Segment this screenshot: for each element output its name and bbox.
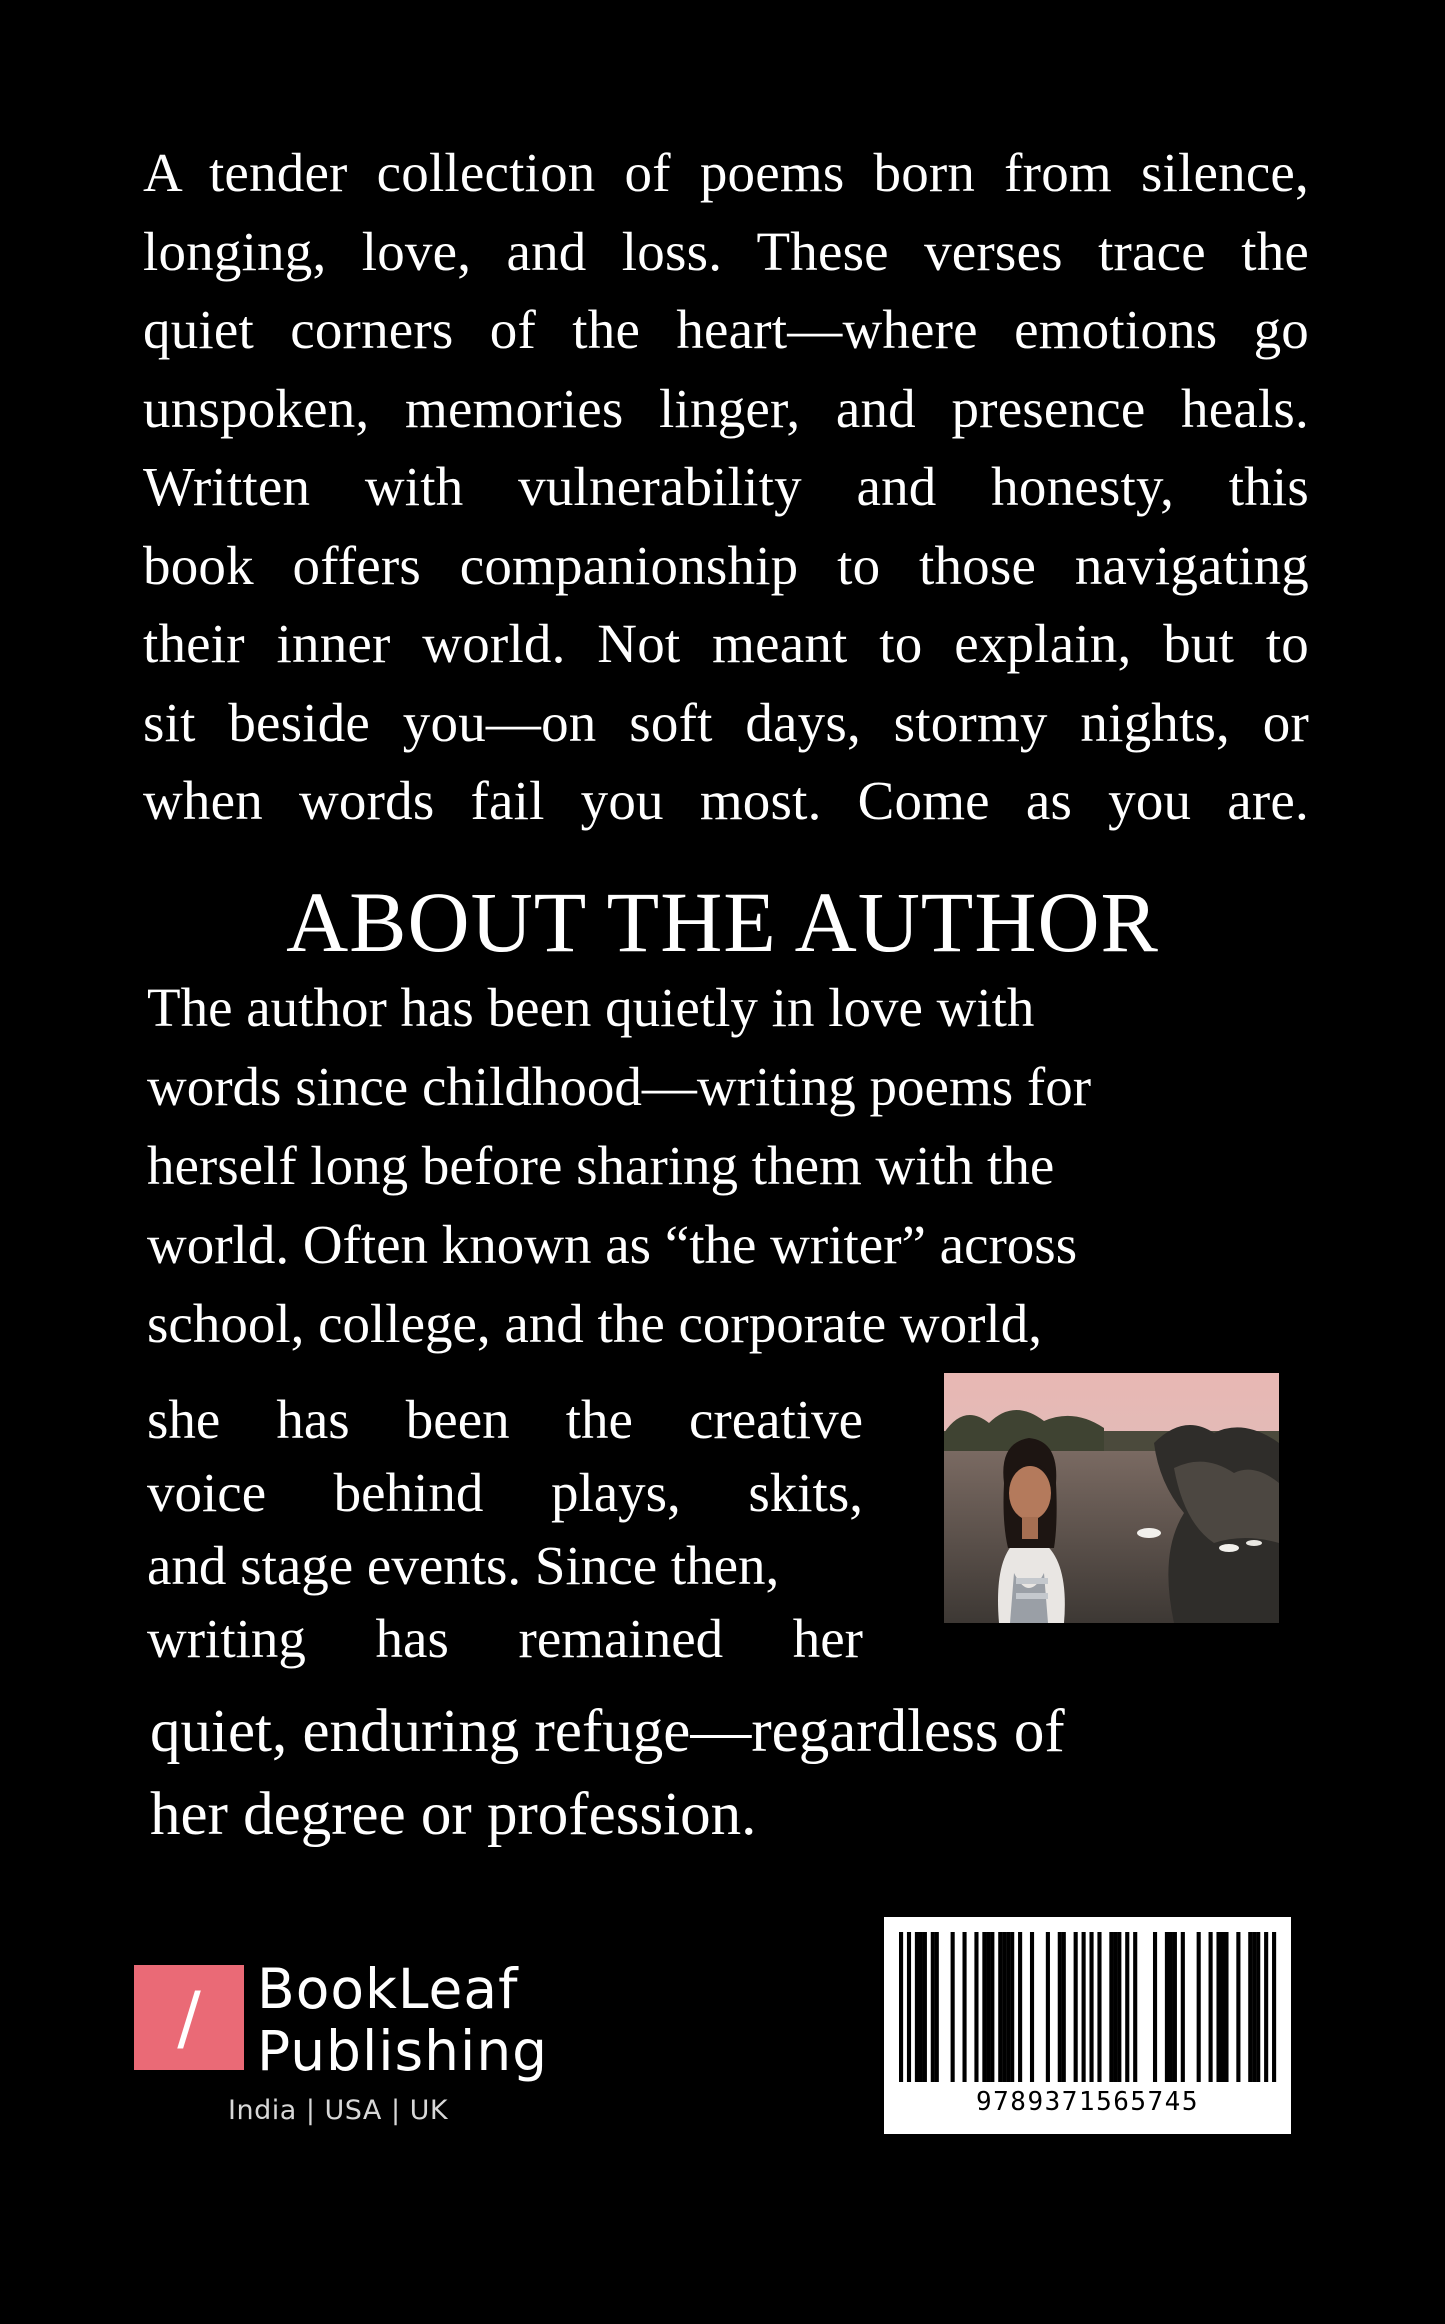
barcode-bar	[1169, 1932, 1173, 2082]
bio-line: herself long before sharing them with the	[147, 1135, 1055, 1196]
barcode-bar	[951, 1932, 955, 2082]
barcode-bar	[998, 1932, 1002, 2082]
blurb-line: sit beside you—on soft days, stormy nights, or	[143, 691, 1309, 753]
barcode-bar	[982, 1932, 986, 2082]
barcode-bar	[915, 1932, 919, 2082]
barcode-bar	[1006, 1932, 1010, 2082]
author-photo	[944, 1373, 1279, 1623]
blurb-line: unspoken, memories linger, and presence heals.	[143, 377, 1309, 439]
barcode-bar	[1113, 1932, 1117, 2082]
blurb-line: A tender collection of poems born from silence,	[143, 142, 1309, 203]
logo-slash: /	[177, 1976, 201, 2059]
book-blurb	[143, 134, 1309, 841]
barcode-bar	[1062, 1932, 1066, 2082]
barcode-bar	[935, 1932, 939, 2082]
barcode-bar	[1046, 1932, 1050, 2082]
publisher-name-line2: Publishing	[257, 2019, 549, 2083]
barcode-bar	[1197, 1932, 1201, 2082]
barcode-bar	[1272, 1932, 1276, 2082]
blurb-line: Written with vulnerability and honesty, this	[143, 456, 1309, 517]
bio-line: The author has been quietly in love with	[147, 977, 1035, 1038]
barcode-bar	[1058, 1932, 1062, 2082]
barcode-bar	[923, 1932, 927, 2082]
isbn-barcode	[884, 1917, 1291, 2134]
publisher-regions: India | USA | UK	[228, 2095, 449, 2126]
barcode-bar	[1117, 1932, 1121, 2082]
barcode-bar	[919, 1932, 923, 2082]
barcode-bar	[1248, 1932, 1252, 2082]
barcode-bar	[907, 1932, 911, 2082]
barcode-bar	[931, 1932, 935, 2082]
barcode-bar	[1153, 1932, 1157, 2082]
author-bio-bottom	[150, 1690, 1065, 1856]
author-bio-top	[147, 968, 1091, 1363]
barcode-bar	[1224, 1932, 1228, 2082]
barcode-bar	[1181, 1932, 1185, 2082]
barcode-bar	[1173, 1932, 1177, 2082]
publisher-name-line1: BookLeaf	[257, 1957, 519, 2021]
barcode-bar	[1252, 1932, 1256, 2082]
blurb-line: when words fail you most. Come as you are.	[143, 770, 1309, 831]
author-bio-middle	[147, 1383, 863, 1675]
barcode-bar	[1097, 1932, 1101, 2082]
bio-line: school, college, and the corporate world,	[147, 1293, 1042, 1354]
bio-line: words since childhood—writing poems for	[147, 1056, 1092, 1117]
barcode-bar	[1018, 1932, 1022, 2082]
blurb-line: their inner world. Not meant to explain, but to	[143, 613, 1309, 674]
barcode-bar	[974, 1932, 978, 2082]
bio-line: world. Often known as “the writer” across	[147, 1214, 1078, 1275]
barcode-bar	[1264, 1932, 1268, 2082]
barcode-bar	[1216, 1932, 1220, 2082]
bio-line: her degree or profession.	[150, 1781, 757, 1848]
barcode-bar	[1125, 1932, 1129, 2082]
barcode-bar	[1165, 1932, 1169, 2082]
publisher-name	[257, 1958, 548, 2082]
barcode-bar	[1082, 1932, 1086, 2082]
barcode-bar	[962, 1932, 966, 2082]
barcode-bar	[1256, 1932, 1260, 2082]
barcode-bar	[1010, 1932, 1014, 2082]
barcode-bar	[1209, 1932, 1213, 2082]
isbn-number: 9789371565745	[976, 2087, 1199, 2117]
blurb-line: longing, love, and loss. These verses trace the	[143, 220, 1309, 282]
barcode-bar	[990, 1932, 994, 2082]
barcode-bar	[1074, 1932, 1078, 2082]
barcode-bar	[899, 1932, 903, 2082]
barcode-bar	[1109, 1932, 1113, 2082]
blurb-line: book offers companionship to those navigating	[143, 534, 1309, 596]
barcode-bar	[1030, 1932, 1034, 2082]
barcode-bar	[986, 1932, 990, 2082]
bio-line: voice behind plays, skits,	[147, 1462, 863, 1523]
bio-line: and stage events. Since then,	[147, 1535, 780, 1596]
barcode-bar	[1002, 1932, 1006, 2082]
barcode-bar	[1220, 1932, 1224, 2082]
about-author-heading: ABOUT THE AUTHOR	[286, 874, 1159, 970]
bio-line: writing has remained her	[147, 1608, 863, 1669]
barcode-bar	[1236, 1932, 1240, 2082]
bio-line: she has been the creative	[147, 1389, 863, 1450]
publisher-logo-icon	[134, 1965, 244, 2070]
blurb-line: quiet corners of the heart—where emotions go	[143, 299, 1309, 360]
barcode-bar	[1133, 1932, 1137, 2082]
barcode-bar	[1089, 1932, 1093, 2082]
bio-line: quiet, enduring refuge—regardless of	[150, 1698, 1065, 1765]
